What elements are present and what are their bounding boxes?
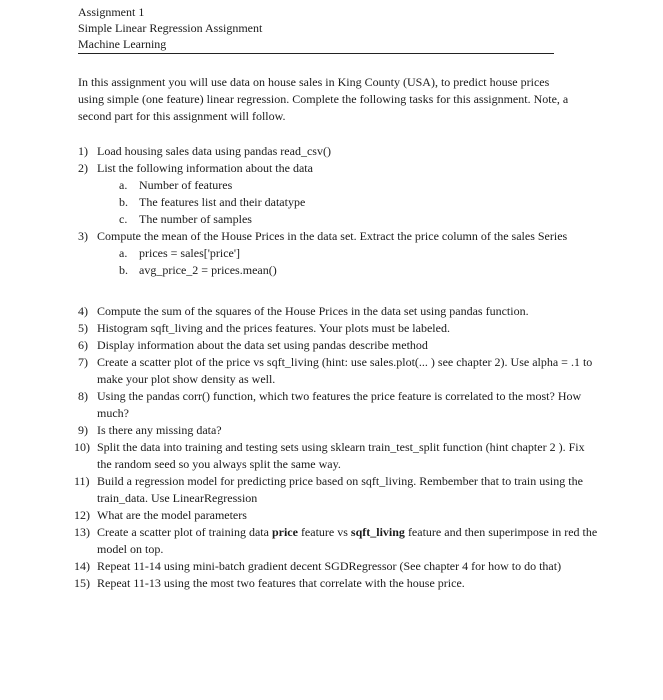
task-number: 13) [74,525,90,539]
subtask-letter: a. [119,178,128,192]
task-number: 6) [78,338,88,352]
task-number: 5) [78,321,88,335]
task-text: Compute the mean of the House Prices in the data set. Extract the price column of the sales Series [97,229,568,243]
subtask-item [119,194,598,211]
task-text: Load housing sales data using pandas read_csv() [97,144,331,158]
subtask-list [119,177,598,228]
task-number: 15) [74,576,90,590]
document-page [74,4,598,592]
task-item [78,337,598,354]
subtask-item [119,211,598,228]
task-item [78,228,598,279]
task-item [74,575,598,592]
task-text: Display information about the data set using pandas describe method [97,338,428,352]
task-text: List the following information about the data [97,161,313,175]
task-number: 1) [78,144,88,158]
task-text: Repeat 11-13 using the most two features that correlate with the house price. [97,576,465,590]
subtask-letter: b. [119,195,128,209]
task-item [78,354,598,388]
spacer [78,279,598,303]
task-number: 7) [78,355,88,369]
task-item [78,303,598,320]
course-name: Machine Learning [78,37,167,51]
task-text: Is there any missing data? [97,423,222,437]
task-text: Split the data into training and testing sets using sklearn train_test_split function (hint chapter 2 ). Fix the random seed so you always split the same way. [97,440,585,471]
subtask-item [119,262,598,279]
task-text: Build a regression model for predicting price based on sqft_living. Rembember that to train using the train_data. Use LinearRegression [97,474,583,505]
task-item [78,422,598,439]
task-number: 10) [74,440,90,454]
subtask-item [119,245,598,262]
task-list [74,143,598,592]
task-item [78,160,598,228]
task-text: Histogram sqft_living and the prices features. Your plots must be labeled. [97,321,450,335]
task-text-part: feature vs [297,525,351,539]
subtask-letter: a. [119,246,128,260]
bold-term-sqft-living: sqft_living [350,525,405,539]
assignment-number: Assignment 1 [78,5,145,19]
subtask-item [119,177,598,194]
task-text: Repeat 11-14 using mini-batch gradient decent SGDRegressor (See chapter 4 for how to do that) [97,559,562,573]
task-number: 14) [74,559,90,573]
task-item [74,473,598,507]
task-text: Compute the sum of the squares of the House Prices in the data set using pandas function. [97,304,529,318]
subtask-letter: c. [119,212,128,226]
task-item [78,143,598,160]
subtask-text: prices = sales['price'] [139,246,241,260]
task-text: What are the model parameters [97,508,247,522]
task-number: 12) [74,508,90,522]
task-item [74,524,598,558]
bold-term-price: price [271,525,298,539]
task-item [78,388,598,422]
task-number: 4) [78,304,88,318]
subtask-letter: b. [119,263,128,277]
task-item [74,439,598,473]
task-text: Using the pandas corr() function, which two features the price feature is correlated to the most? How much? [97,389,582,420]
subtask-text: avg_price_2 = prices.mean() [139,263,277,277]
intro-paragraph: In this assignment you will use data on house sales in King County (USA), to predict house prices using simple (one feature) linear regression. Complete the following tasks for this assignment. Note, a second part for this assignment will follow. [78,75,569,123]
subtask-list [119,245,598,279]
task-text: Create a scatter plot of the price vs sqft_living (hint: use sales.plot(... ) see chapter 2). Use alpha = .1 to make your plot show density as well. [97,355,593,386]
subtask-text: Number of features [139,178,233,192]
task-text-part: feature and then superimpose in red the model on top. [97,525,598,556]
task-item [74,558,598,575]
header-underline [78,53,554,54]
task-number: 3) [78,229,88,243]
task-number: 2) [78,161,88,175]
task-item [74,507,598,524]
subtask-text: The number of samples [139,212,252,226]
assignment-title: Simple Linear Regression Assignment [78,21,263,35]
document-header [78,4,598,54]
task-number: 8) [78,389,88,403]
task-number: 9) [78,423,88,437]
task-item [78,320,598,337]
task-text-part: Create a scatter plot of training data [97,525,272,539]
task-number: 11) [74,474,90,488]
subtask-text: The features list and their datatype [139,195,306,209]
